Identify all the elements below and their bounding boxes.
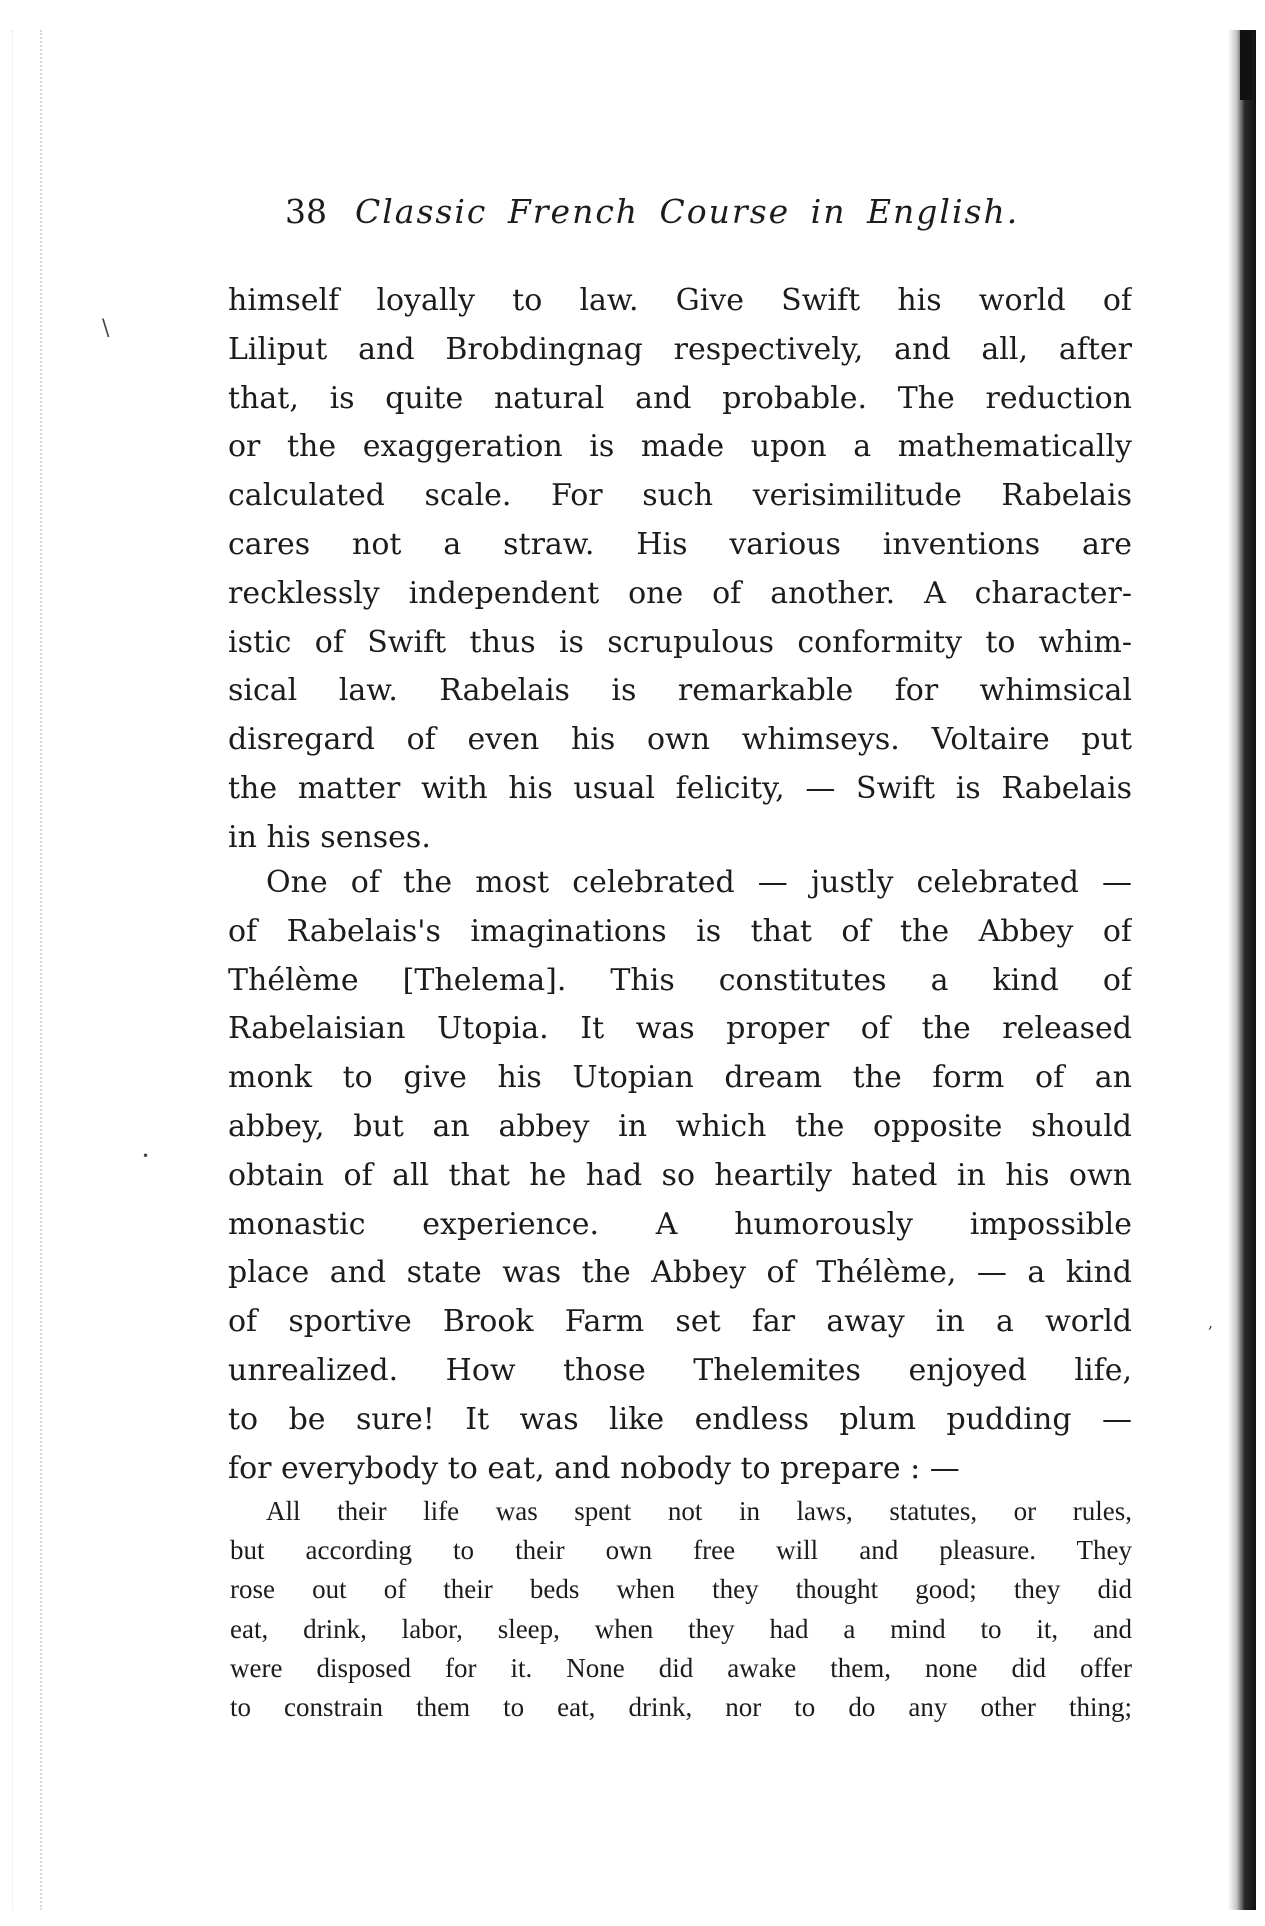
text-line: sical law. Rabelais is remarkable for whimsical — [228, 673, 1132, 709]
paragraph-1 — [228, 277, 1132, 863]
text-line: monk to give his Utopian dream the form of an — [228, 1060, 1132, 1096]
text-line: Rabelaisian Utopia. It was proper of the released — [228, 1011, 1132, 1047]
page-binding-top — [1240, 30, 1252, 100]
text-line: to be sure! It was like endless plum pudding — — [228, 1401, 1132, 1437]
text-line: One of the most celebrated — justly celebrated — — [266, 865, 1132, 900]
quote-line: were disposed for it. None did awake them, none did offer — [230, 1652, 1132, 1683]
text-line: monastic experience. A humorously impossible — [228, 1206, 1132, 1242]
left-margin-dotted-line — [40, 30, 42, 1910]
page-binding-edge — [1228, 30, 1256, 1910]
text-line: abbey, but an abbey in which the opposite should — [228, 1108, 1132, 1144]
text-line: for everybody to eat, and nobody to prepare : — — [228, 1450, 960, 1486]
running-title: Classic French Course in English. — [355, 192, 1020, 231]
stray-comma: , — [1208, 1313, 1214, 1332]
quote-line: rose out of their beds when they thought good; they did — [230, 1574, 1132, 1605]
text-line: in his senses. — [228, 819, 431, 855]
text-line: obtain of all that he had so heartily hated in his own — [228, 1157, 1132, 1193]
text-line: recklessly independent one of another. A character- — [228, 575, 1132, 611]
stray-mark: \ — [102, 316, 110, 341]
quote-line: All their life was spent not in laws, statutes, or rules, — [266, 1496, 1132, 1526]
text-line: of sportive Brook Farm set far away in a world — [228, 1304, 1132, 1340]
quote-line: but according to their own free will and pleasure. They — [230, 1535, 1132, 1566]
text-line: Thélème [Thelema]. This constitutes a kind of — [228, 962, 1132, 998]
text-line: Liliput and Brobdingnag respectively, and all, after — [228, 331, 1132, 367]
left-margin-crease — [12, 30, 13, 1910]
text-line: of Rabelais's imaginations is that of the Abbey of — [228, 913, 1132, 949]
text-line: or the exaggeration is made upon a mathematically — [228, 429, 1132, 465]
text-line: calculated scale. For such verisimilitude Rabelais — [228, 478, 1132, 514]
paragraph-2 — [228, 859, 1132, 1493]
text-line: place and state was the Abbey of Thélème, — a kind — [228, 1255, 1132, 1291]
text-line: istic of Swift thus is scrupulous conformity to whim- — [228, 624, 1132, 660]
running-header — [285, 192, 1120, 242]
text-line: disregard of even his own whimseys. Voltaire put — [228, 722, 1132, 758]
page-number: 38 — [285, 192, 327, 231]
quote-line: to constrain them to eat, drink, nor to do any other thing; — [230, 1691, 1132, 1722]
block-quotation — [230, 1492, 1132, 1727]
text-line: cares not a straw. His various inventions are — [228, 526, 1132, 562]
text-line: the matter with his usual felicity, — Swift is Rabelais — [228, 770, 1132, 806]
quote-line: eat, drink, labor, sleep, when they had a mind to it, and — [230, 1613, 1132, 1644]
stray-dot: • — [142, 1149, 150, 1163]
text-line: that, is quite natural and probable. The reduction — [228, 380, 1132, 416]
text-line: himself loyally to law. Give Swift his world of — [228, 283, 1132, 318]
text-line: unrealized. How those Thelemites enjoyed life, — [228, 1352, 1132, 1388]
